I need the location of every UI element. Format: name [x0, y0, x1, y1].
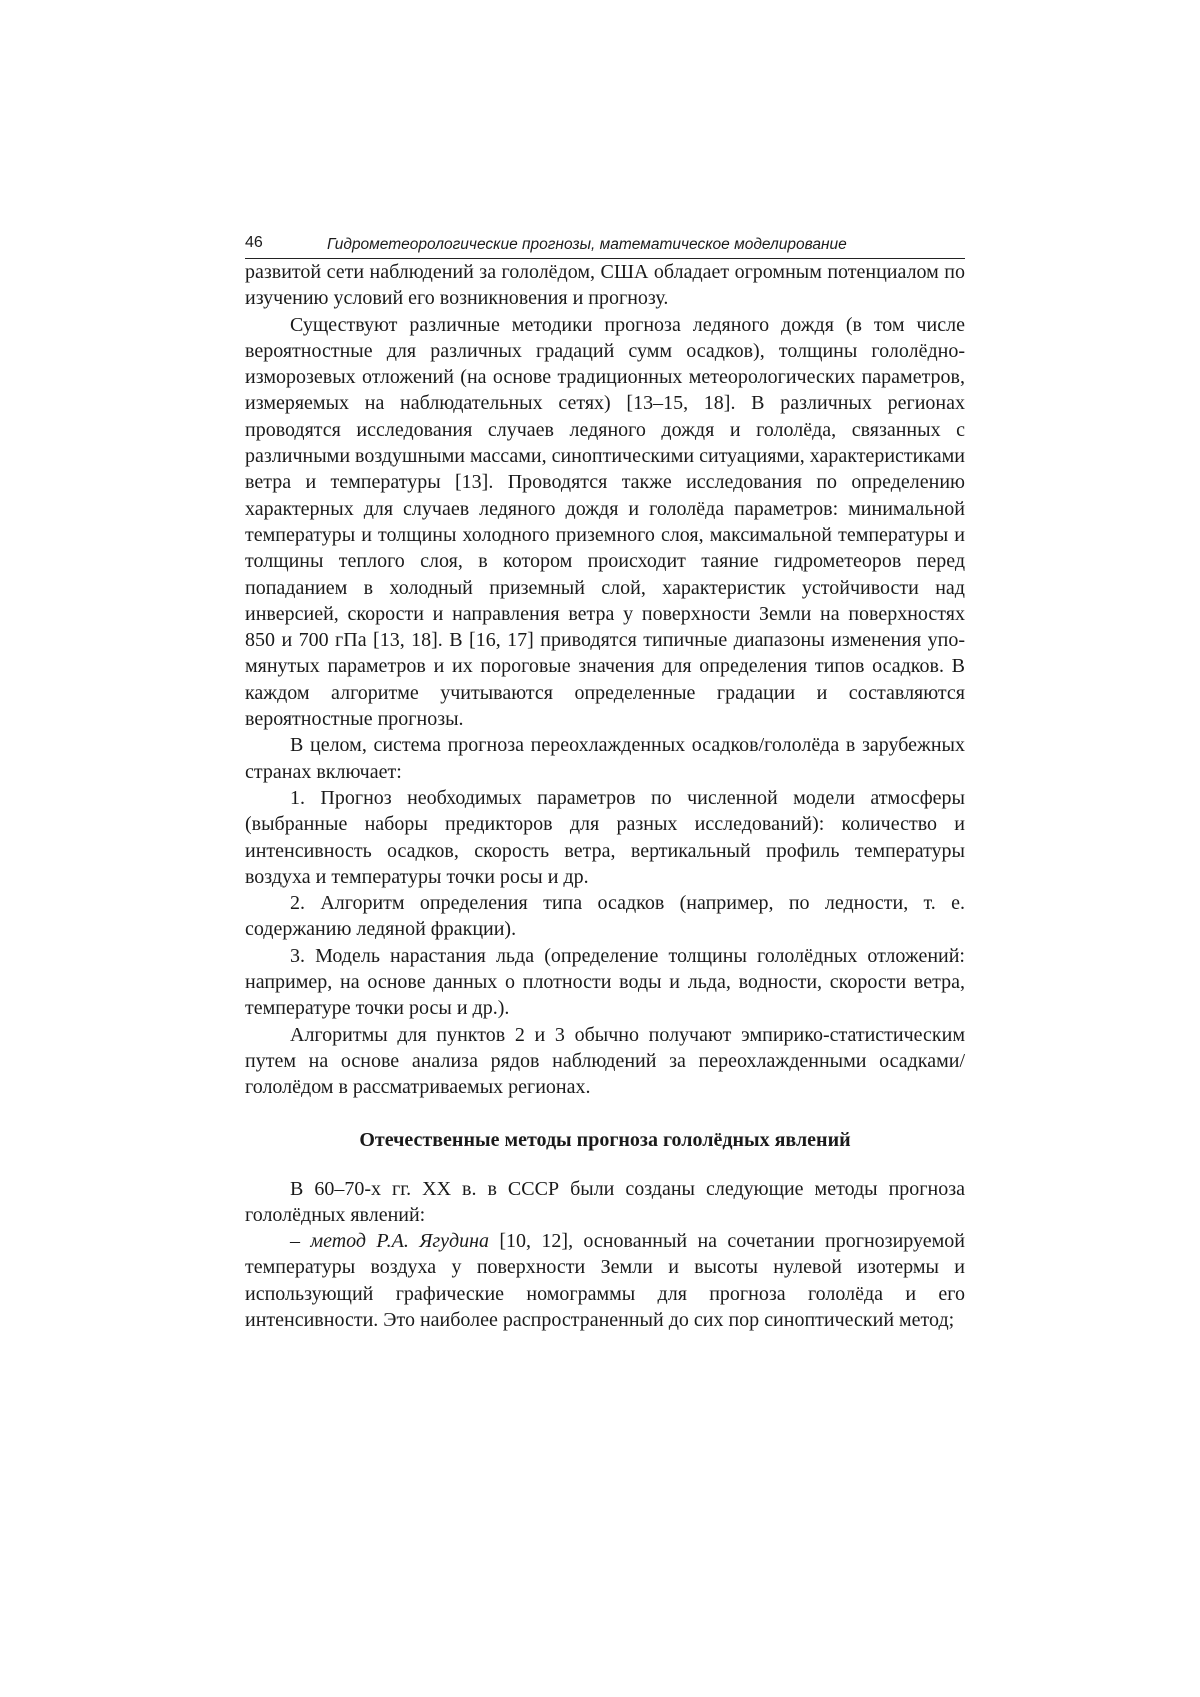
- page-number: 46: [245, 234, 263, 251]
- paragraph-5: В 60–70-х гг. XX в. в СССР были созданы следующие методы прогноза гололёдных явлений:: [245, 1177, 965, 1226]
- list-item-3: 3. Модель нарастания льда (определение толщины гололёдных отложений: например, на основе данных о плотности воды и льда, водности, скорости ветра, температуре точки росы и др.).: [245, 944, 965, 1020]
- method-name: – метод Р.А. Ягудина: [290, 1230, 490, 1253]
- body-text: [245, 259, 965, 1333]
- list-item-1: 1. Прогноз необходимых параметров по численной модели атмосферы (выбранные наборы предикторов для разных исследований): количество и интенсивность осадков, скорость ветра, вертикальный профиль температуры воздуха и температуры точки росы и др.: [245, 786, 965, 888]
- paragraph-4: Алгоритмы для пунктов 2 и 3 обычно получают эмпирико-статистическим путем на основе анализа рядов наблюдений за переохлажденными осадками/гололёдом в рассматриваемых регионах.: [245, 1023, 965, 1099]
- paragraph-3: В целом, система прогноза переохлажденных осадков/гололёда в зарубежных странах включает:: [245, 734, 965, 783]
- running-head: [245, 232, 965, 259]
- list-item-2: 2. Алгоритм определения типа осадков (например, по ледности, т. е. содержанию ледяной фракции).: [245, 892, 965, 941]
- page: [245, 232, 965, 1333]
- section-heading: Отечественные методы прогноза гололёдных явлений: [359, 1128, 851, 1151]
- journal-title: Гидрометеорологические прогнозы, математическое моделирование: [327, 236, 847, 253]
- method-description: [10, 12], основанный на сочетании прогнозируемой температуры воздуха у поверхности Земли и высоты нулевой изотермы и использующий графические номограммы для прогноза гололёда и его интенсивности. Это наиболее распространенный до сих пор синоптический метод;: [245, 1230, 965, 1331]
- paragraph-2: Существуют различные методики прогноза ледяного дождя (в том числе вероятностные для различных градаций сумм осадков), толщины гололёдно-изморозевых отложений (на основе традиционных метеорологических параметров, измеряемых на наблюдательных сетях) [13–15, 18]. В различных регионах проводятся исследования случаев ледяного дождя и гололёда, связанных с различными воздушными массами, синоптическими ситуациями, характеристиками ветра и температуры [13]. Проводятся также исследования по определению характерных для случаев ледяного дождя и гололёда параметров: минимальной температуры и толщины холодного приземного слоя, максимальной температуры и толщины теплого слоя, в котором происходит таяние гидрометеоров перед попаданием в холодный приземный слой, характеристик устойчивости над инверсией, скорости и направления ветра у поверхности Земли на поверхностях 850 и 700 гПа [13, 18]. В [16, 17] приводятся типичные диапазоны изменения упомянутых параметров и их пороговые значения для определения типов осадков. В каждом алгоритме учитываются определенные градации и составляются вероятностные прогнозы.: [245, 313, 965, 731]
- paragraph-6: [245, 1228, 965, 1333]
- paragraph-1: развитой сети наблюдений за гололёдом, США обладает огромным потенциалом по изучению условий его возникновения и прогнозу.: [245, 261, 965, 310]
